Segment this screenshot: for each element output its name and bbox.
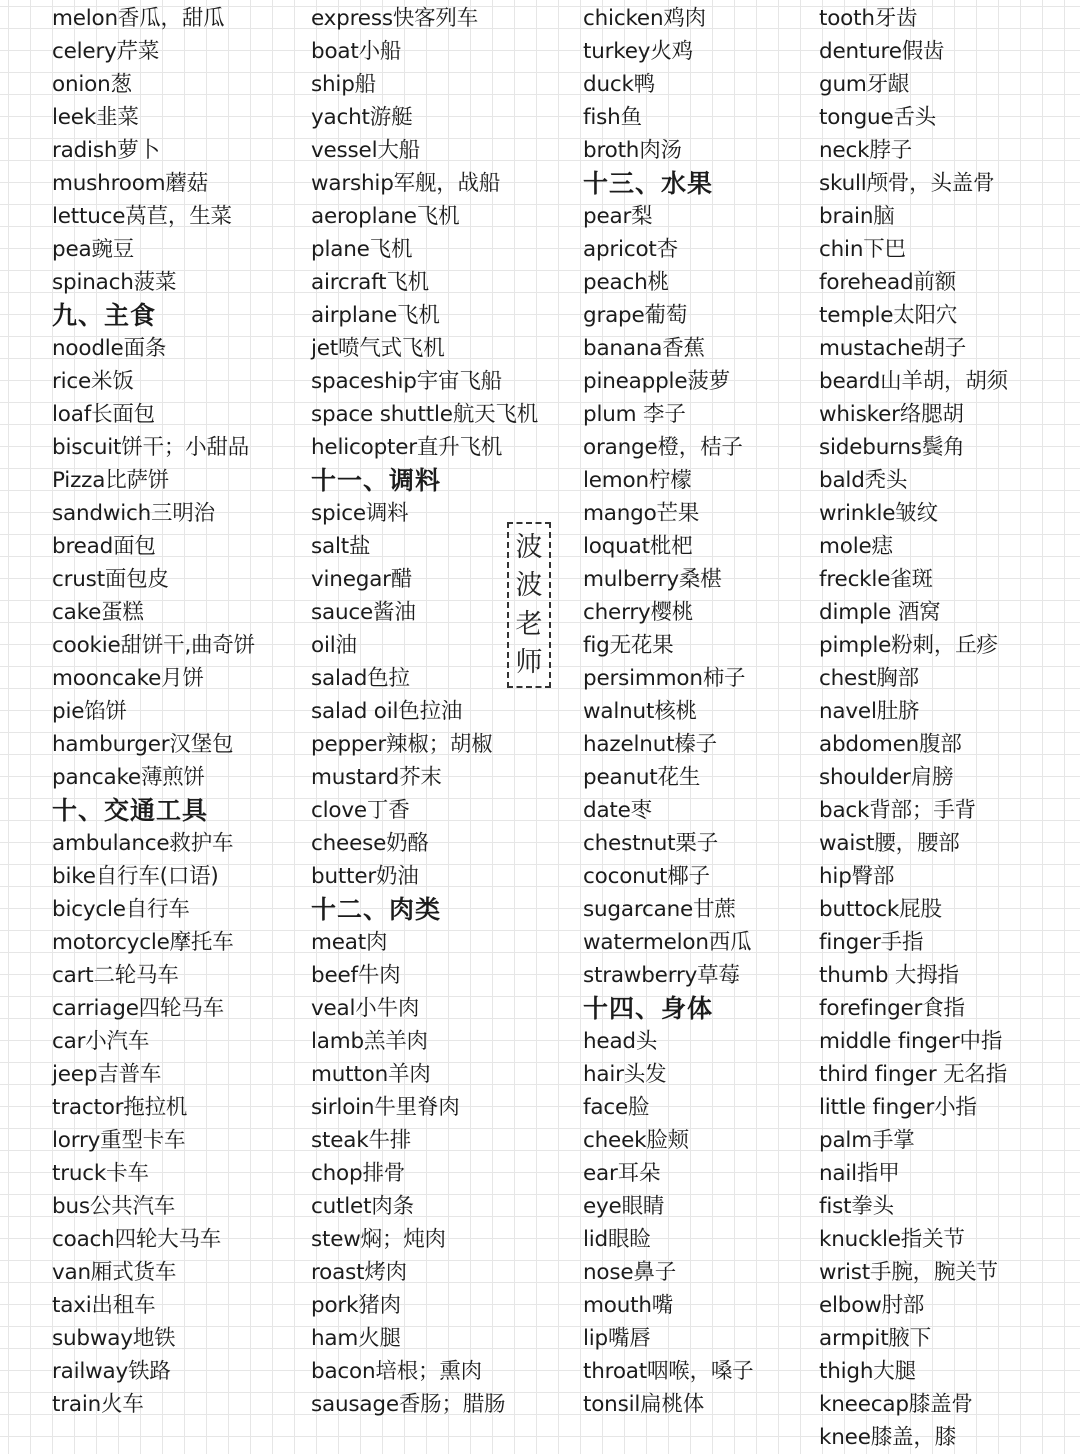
vocab-entry: ambulance救护车 [52,831,234,856]
stamp-char: 师 [515,647,543,679]
vocab-entry: biscuit饼干；小甜品 [52,435,250,460]
vocab-entry: pimple粉刺，丘疹 [819,633,998,658]
vocab-entry: veal小牛肉 [311,996,420,1021]
vocab-entry: banana香蕉 [583,336,705,361]
vocab-entry: ship船 [311,72,376,97]
vocab-entry: watermelon西瓜 [583,930,752,955]
vocab-entry: celery芹菜 [52,39,160,64]
vocab-entry: loaf长面包 [52,402,155,427]
author-stamp [507,522,551,688]
vocab-entry: chest胸部 [819,666,919,691]
vocab-entry: face脸 [583,1095,650,1120]
vocab-entry: freckle雀斑 [819,567,933,592]
vocab-entry: coach四轮大马车 [52,1227,222,1252]
vocab-entry: lettuce莴苣，生菜 [52,204,232,229]
vocab-entry: mustard芥末 [311,765,442,790]
vocab-entry: sausage香肠；腊肠 [311,1392,506,1417]
vocab-entry: sugarcane甘蔗 [583,897,736,922]
vocab-entry: plane飞机 [311,237,413,262]
vocab-entry: shoulder肩膀 [819,765,954,790]
section-heading: 十一、调料 [311,466,442,495]
vocab-entry: brain脑 [819,204,895,229]
vocab-entry: leek韭菜 [52,105,139,130]
vocab-entry: bike自行车(口语) [52,864,219,889]
section-heading: 十、交通工具 [52,796,209,825]
vocab-entry: beard山羊胡，胡须 [819,369,1008,394]
vocab-entry: noodle面条 [52,336,167,361]
vocab-entry: mooncake月饼 [52,666,204,691]
column-2 [311,2,538,1421]
vocab-entry: dimple 酒窝 [819,600,941,625]
vocab-entry: knee膝盖，膝 [819,1425,956,1450]
vocab-entry: walnut核桃 [583,699,697,724]
vocab-entry: bicycle自行车 [52,897,190,922]
vocab-entry: train火车 [52,1392,144,1417]
vocab-entry: tooth牙齿 [819,6,918,31]
vocab-entry: aircraft飞机 [311,270,429,295]
vocab-entry: meat肉 [311,930,388,955]
vocab-entry: lemon柠檬 [583,468,692,493]
vocab-entry: buttock屁股 [819,897,942,922]
vocab-entry: cheese奶酪 [311,831,429,856]
vocab-entry: van厢式货车 [52,1260,177,1285]
vocab-entry: melon香瓜，甜瓜 [52,6,225,31]
column-1 [52,2,255,1421]
vocab-entry: denture假齿 [819,39,945,64]
vocab-entry: third finger 无名指 [819,1062,1007,1087]
vocab-entry: cookie甜饼干,曲奇饼 [52,633,256,658]
vocab-entry: bus公共汽车 [52,1194,176,1219]
vocab-entry: bacon培根；熏肉 [311,1359,482,1384]
vocab-entry: subway地铁 [52,1326,176,1351]
vocab-entry: persimmon柿子 [583,666,746,691]
vocab-entry: steak牛排 [311,1128,412,1153]
vocab-entry: airplane飞机 [311,303,440,328]
vocab-entry: peach桃 [583,270,669,295]
vocab-entry: temple太阳穴 [819,303,958,328]
vocab-entry: pineapple菠萝 [583,369,730,394]
vocab-entry: jet喷气式飞机 [311,336,445,361]
vocab-entry: taxi出租车 [52,1293,156,1318]
vocab-entry: hazelnut榛子 [583,732,717,757]
vocab-entry: forehead前额 [819,270,956,295]
vocab-entry: salt盐 [311,534,371,559]
vocab-entry: mustache胡子 [819,336,967,361]
vocab-entry: tractor拖拉机 [52,1095,188,1120]
vocab-entry: knuckle指关节 [819,1227,965,1252]
vocab-entry: eye眼睛 [583,1194,665,1219]
vocab-entry: duck鸭 [583,72,656,97]
vocab-entry: aeroplane飞机 [311,204,460,229]
vocab-entry: throat咽喉，嗓子 [583,1359,754,1384]
vocab-entry: hip臀部 [819,864,895,889]
vocab-entry: turkey火鸡 [583,39,693,64]
vocab-entry: bald秃头 [819,468,908,493]
section-heading: 十二、肉类 [311,895,442,924]
stamp-char: 波 [515,531,543,563]
vocab-entry: orange橙，桔子 [583,435,743,460]
vocab-entry: beef牛肉 [311,963,401,988]
vocab-entry: cutlet肉条 [311,1194,414,1219]
vocab-entry: Pizza比萨饼 [52,468,170,493]
vocab-entry: pancake薄煎饼 [52,765,205,790]
vocab-entry: fig无花果 [583,633,674,658]
vocab-entry: cart二轮马车 [52,963,179,988]
vocab-entry: spinach菠菜 [52,270,177,295]
vocab-entry: oil油 [311,633,357,658]
vocab-entry: skull颅骨，头盖骨 [819,171,995,196]
vocab-entry: waist腰，腰部 [819,831,960,856]
vocab-entry: broth肉汤 [583,138,682,163]
vocab-entry: lip嘴唇 [583,1326,651,1351]
vocab-entry: onion葱 [52,72,132,97]
vocab-entry: whisker络腮胡 [819,402,964,427]
vocab-entry: head头 [583,1029,658,1054]
vocab-entry: sirloin牛里脊肉 [311,1095,460,1120]
vocab-entry: wrist手腕，腕关节 [819,1260,998,1285]
vocab-entry: boat小船 [311,39,402,64]
vocab-entry: pear梨 [583,204,653,229]
vocab-entry: back背部；手背 [819,798,976,823]
vocab-entry: railway铁路 [52,1359,171,1384]
vocab-entry: kneecap膝盖骨 [819,1392,973,1417]
vocab-entry: express快客列车 [311,6,479,31]
vocab-entry: thumb 大拇指 [819,963,959,988]
vocab-entry: rice米饭 [52,369,134,394]
column-4 [819,2,1008,1454]
vocab-entry: chop排骨 [311,1161,406,1186]
vocab-entry: finger手指 [819,930,924,955]
vocab-entry: date枣 [583,798,652,823]
vocab-entry: sandwich三明治 [52,501,215,526]
vocab-entry: salad色拉 [311,666,410,691]
vocab-entry: tonsil扁桃体 [583,1392,705,1417]
vocab-entry: radish萝卜 [52,138,160,163]
vocab-entry: cake蛋糕 [52,600,144,625]
vocab-entry: spaceship宇宙飞船 [311,369,502,394]
vocab-entry: ear耳朵 [583,1161,661,1186]
stamp-char: 波 [515,570,543,602]
vocab-entry: nail指甲 [819,1161,900,1186]
vocab-entry: sauce酱油 [311,600,416,625]
vocab-entry: little finger小指 [819,1095,977,1120]
vocab-entry: car小汽车 [52,1029,150,1054]
vocab-entry: fist拳头 [819,1194,894,1219]
vocab-entry: grape葡萄 [583,303,688,328]
vocab-entry: helicopter直升飞机 [311,435,503,460]
vocab-entry: motorcycle摩托车 [52,930,234,955]
stamp-char: 老 [515,608,543,640]
vocab-entry: neck脖子 [819,138,912,163]
vocab-entry: mole痣 [819,534,893,559]
vocab-entry: bread面包 [52,534,156,559]
vocab-entry: chicken鸡肉 [583,6,706,31]
vocab-entry: cherry樱桃 [583,600,694,625]
section-heading: 九、主食 [52,301,157,330]
vocab-entry: pea豌豆 [52,237,135,262]
vocab-entry: tongue舌头 [819,105,937,130]
vocab-entry: pie馅饼 [52,699,127,724]
vocab-entry: elbow肘部 [819,1293,925,1318]
vocab-entry: peanut花生 [583,765,701,790]
vocab-entry: fish鱼 [583,105,642,130]
vocab-entry: plum 李子 [583,402,686,427]
vocab-entry: vessel大船 [311,138,420,163]
vocab-entry: salad oil色拉油 [311,699,463,724]
vocab-entry: forefinger食指 [819,996,965,1021]
vocab-entry: apricot杏 [583,237,678,262]
vocab-entry: chestnut栗子 [583,831,718,856]
vocab-entry: clove丁香 [311,798,410,823]
vocab-entry: space shuttle航天飞机 [311,402,539,427]
vocab-entry: yacht游艇 [311,105,413,130]
vocab-entry: armpit腋下 [819,1326,932,1351]
section-heading: 十三、水果 [583,169,714,198]
vocab-entry: crust面包皮 [52,567,169,592]
vocab-entry: cheek脸颊 [583,1128,689,1153]
vocab-entry: vinegar醋 [311,567,413,592]
vocab-entry: wrinkle皱纹 [819,501,938,526]
vocab-entry: mulberry桑椹 [583,567,722,592]
vocab-entry: mushroom蘑菇 [52,171,209,196]
vocab-entry: ham火腿 [311,1326,401,1351]
vocab-entry: roast烤肉 [311,1260,407,1285]
vocab-entry: mouth嘴 [583,1293,674,1318]
vocab-entry: lamb羔羊肉 [311,1029,428,1054]
vocab-entry: mango芒果 [583,501,700,526]
vocab-entry: warship军舰，战船 [311,171,501,196]
vocab-entry: lorry重型卡车 [52,1128,186,1153]
vocab-entry: coconut椰子 [583,864,710,889]
vocab-entry: chin下巴 [819,237,906,262]
vocab-entry: strawberry草莓 [583,963,740,988]
vocab-entry: middle finger中指 [819,1029,1003,1054]
vocab-entry: butter奶油 [311,864,419,889]
vocab-entry: truck卡车 [52,1161,149,1186]
vocab-entry: abdomen腹部 [819,732,962,757]
vocab-entry: navel肚脐 [819,699,920,724]
vocab-entry: jeep吉普车 [52,1062,162,1087]
vocab-entry: spice调料 [311,501,409,526]
vocab-entry: lid眼睑 [583,1227,651,1252]
vocab-entry: gum牙龈 [819,72,910,97]
vocab-entry: palm手掌 [819,1128,915,1153]
vocab-entry: nose鼻子 [583,1260,677,1285]
vocab-entry: carriage四轮马车 [52,996,224,1021]
vocab-entry: hamburger汉堡包 [52,732,234,757]
vocab-entry: stew焖；炖肉 [311,1227,446,1252]
vocab-entry: hair头发 [583,1062,667,1087]
section-heading: 十四、身体 [583,994,714,1023]
vocab-entry: mutton羊肉 [311,1062,431,1087]
vocab-entry: pork猪肉 [311,1293,401,1318]
vocab-entry: pepper辣椒；胡椒 [311,732,493,757]
vocab-entry: loquat枇杷 [583,534,693,559]
vocab-entry: sideburns鬓角 [819,435,965,460]
vocab-entry: thigh大腿 [819,1359,916,1384]
column-3 [583,2,753,1421]
